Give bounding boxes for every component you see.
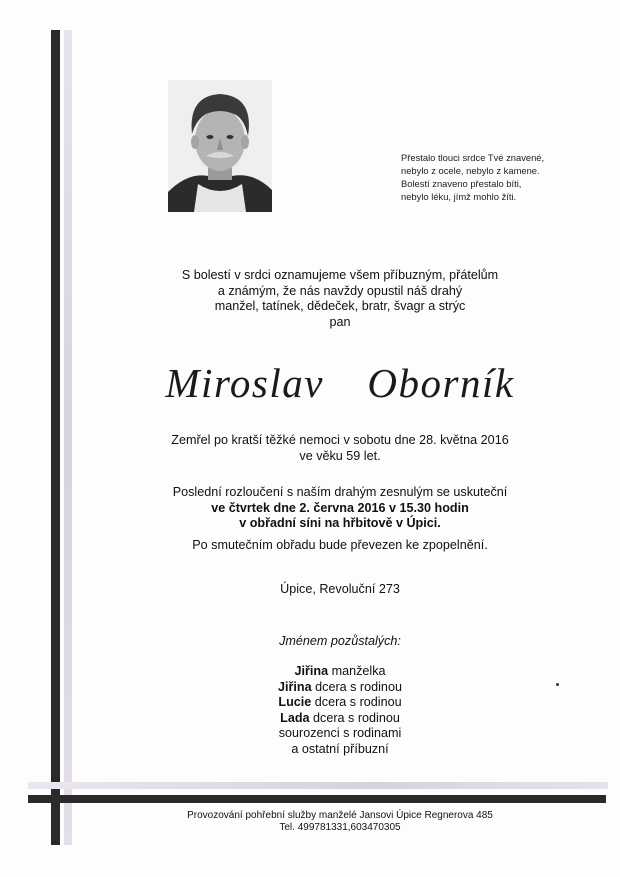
farewell-date: ve čtvrtek dne 2. června 2016 v 15.30 hodin [211, 500, 469, 515]
mourner-item [72, 711, 608, 727]
mourner-name: Lucie [278, 695, 312, 709]
death-notice-line: Zemřel po kratší těžké nemoci v sobotu dne 28. května 2016 [171, 433, 509, 447]
mourner-item [72, 664, 608, 680]
mourner-relation: dcera s rodinou [311, 695, 402, 709]
death-notice [72, 433, 608, 464]
mourner-name: Lada [280, 710, 310, 725]
print-speck [556, 683, 559, 686]
family-address: Úpice, Revoluční 273 [280, 582, 400, 596]
footer-phone: Tel. 499781331,603470305 [279, 822, 401, 833]
mourner-relation: dcera s rodinou [309, 710, 400, 725]
deceased-name: Miroslav Oborník [165, 360, 515, 406]
cremation-note: Po smutečním obřadu bude převezen ke zpopelnění. [192, 538, 488, 552]
funeral-service-footer [72, 810, 608, 834]
mourner-name: Jiřina [294, 664, 329, 678]
death-notice-line: ve věku 59 let. [299, 448, 381, 463]
frame-vertical-dark [51, 30, 60, 845]
mourner-item [72, 726, 608, 742]
poem-line: Bolestí znaveno přestalo bíti, [401, 178, 522, 189]
footer-company: Provozování pohřební služby manželé Jansovi Úpice Regnerova 485 [187, 810, 493, 821]
mourner-item [72, 680, 608, 696]
farewell-place: v obřadní síni na hřbitově v Úpici. [239, 516, 441, 530]
deceased-photo [168, 80, 272, 212]
frame-horizontal-dark [28, 795, 606, 803]
poem-line: nebylo léku, jímž mohlo žíti. [401, 191, 517, 202]
farewell-info [72, 485, 608, 532]
mourner-relation: dcera s rodinou [311, 679, 402, 694]
poem-line: Přestalo tlouci srdce Tvé znavené, [401, 152, 545, 163]
announcement-line: manžel, tatínek, dědeček, bratr, švagr a strýc [214, 299, 466, 313]
announcement-line: pan [329, 314, 351, 329]
poem-line: nebylo z ocele, nebylo z kamene. [401, 165, 540, 176]
memorial-poem [401, 151, 601, 203]
frame-vertical-light [64, 30, 72, 845]
mourners-list [72, 664, 608, 757]
announcement-line: a známým, že nás navždy opustil náš drahý [217, 283, 463, 298]
farewell-line: Poslední rozloučení s naším drahým zesnulým se uskuteční [172, 485, 508, 499]
mourner-item [72, 695, 608, 711]
announcement-text [72, 268, 608, 330]
announcement-line: S bolestí v srdci oznamujeme všem příbuzným, přátelům [181, 268, 499, 282]
mourner-relation: manželka [328, 664, 386, 678]
bereaved-heading: Jménem pozůstalých: [279, 634, 401, 648]
mourner-name: Jiřina [278, 679, 312, 694]
mourner-item [72, 742, 608, 758]
frame-horizontal-light [28, 782, 608, 789]
mourner-relation: sourozenci s rodinami [278, 726, 402, 740]
mourner-relation: a ostatní příbuzní [291, 741, 389, 756]
